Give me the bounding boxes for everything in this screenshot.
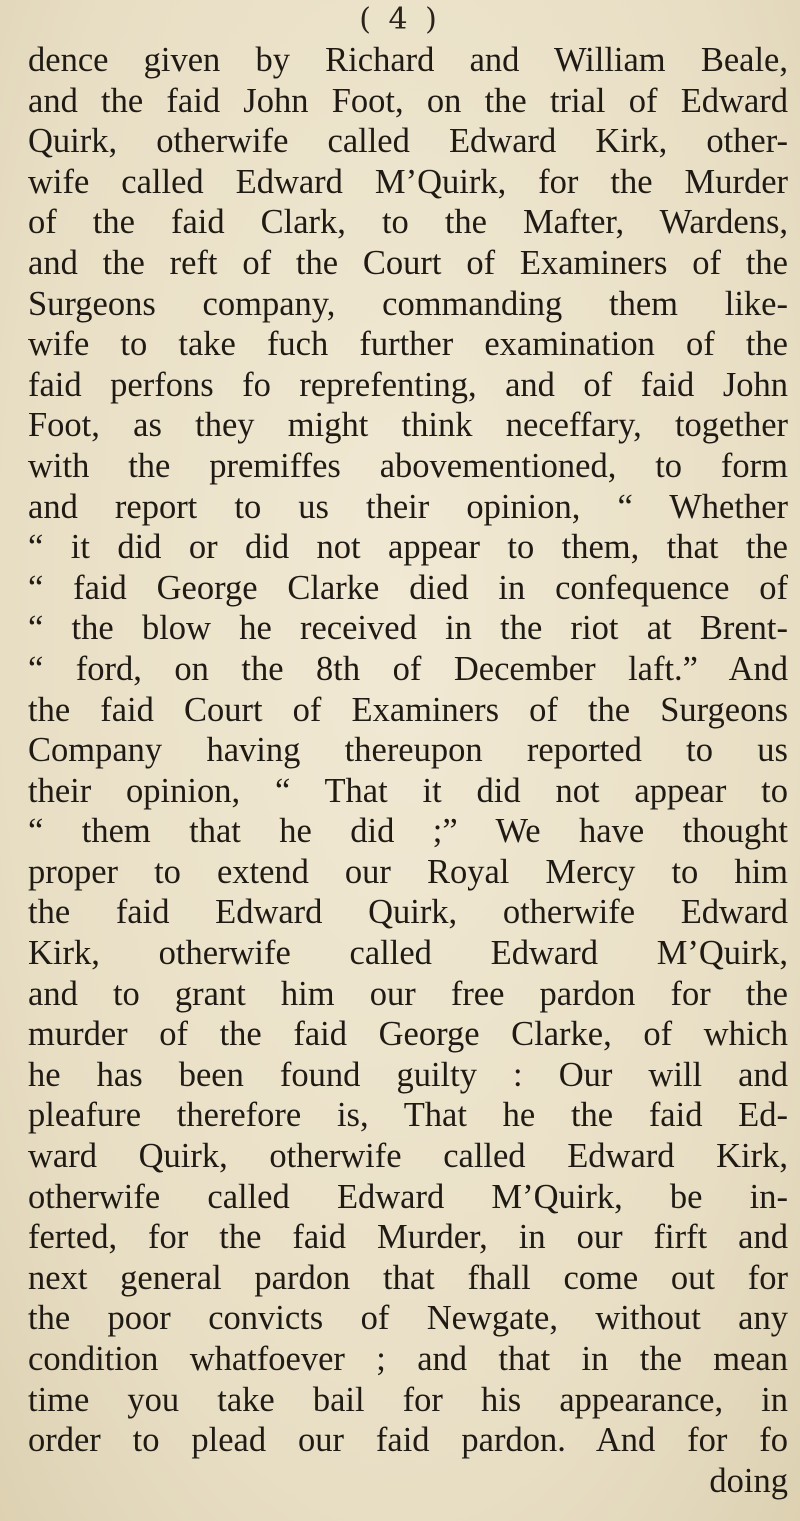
text-line: their opinion, “ That it did not appear to (28, 771, 788, 810)
text-line: order to plead our faid pardon. And for fo (28, 1421, 788, 1460)
text-line: Surgeons company, commanding them like- (28, 284, 788, 323)
text-line: and to grant him our free pardon for the (28, 974, 788, 1013)
text-line: and the reft of the Court of Examiners of the (28, 243, 788, 282)
text-line: wife to take fuch further examination of the (28, 325, 788, 364)
text-line: “ faid George Clarke died in confequence of (28, 568, 788, 607)
text-line: wife called Edward M’Quirk, for the Murder (28, 162, 788, 201)
text-line: the faid Court of Examiners of the Surgeons (28, 690, 788, 729)
text-line: Quirk, otherwife called Edward Kirk, other- (28, 122, 788, 161)
text-line: pleafure therefore is, That he the faid Ed- (28, 1096, 788, 1135)
text-line: next general pardon that fhall come out for (28, 1258, 788, 1297)
text-line: time you take bail for his appearance, in (28, 1380, 788, 1419)
text-line: Kirk, otherwife called Edward M’Quirk, (28, 934, 788, 973)
text-line: Company having thereupon reported to us (28, 731, 788, 770)
text-line: and the faid John Foot, on the trial of Edward (28, 81, 788, 120)
text-line: with the premiffes abovementioned, to form (28, 446, 788, 485)
body-text (28, 40, 788, 1501)
text-line: faid perfons fo reprefenting, and of faid John (28, 365, 788, 404)
text-line: the faid Edward Quirk, otherwife Edward (28, 893, 788, 932)
text-line: murder of the faid George Clarke, of which (28, 1015, 788, 1054)
text-line: of the faid Clark, to the Mafter, Wardens, (28, 203, 788, 242)
text-line: “ it did or did not appear to them, that the (28, 528, 788, 567)
text-line: ferted, for the faid Murder, in our firft and (28, 1218, 788, 1257)
text-line: proper to extend our Royal Mercy to him (28, 852, 788, 891)
page-number-header: ( 4 ) (359, 2, 441, 37)
text-line: dence given by Richard and William Beale, (28, 41, 788, 79)
text-line: condition whatfoever ; and that in the mean (28, 1340, 788, 1378)
text-line: “ them that he did ;” We have thought (28, 812, 788, 851)
text-line: he has been found guilty : Our will and (28, 1055, 788, 1094)
text-line: otherwife called Edward M’Quirk, be in- (28, 1177, 788, 1216)
catchword: doing (709, 1461, 788, 1500)
text-line: “ the blow he received in the riot at Brent- (28, 609, 788, 648)
text-line: “ ford, on the 8th of December laft.” And (28, 649, 788, 688)
text-line: and report to us their opinion, “ Whether (28, 487, 788, 526)
text-line: ward Quirk, otherwife called Edward Kirk, (28, 1137, 788, 1176)
text-line: the poor convicts of Newgate, without any (28, 1299, 788, 1338)
text-line: Foot, as they might think neceffary, together (28, 406, 788, 445)
